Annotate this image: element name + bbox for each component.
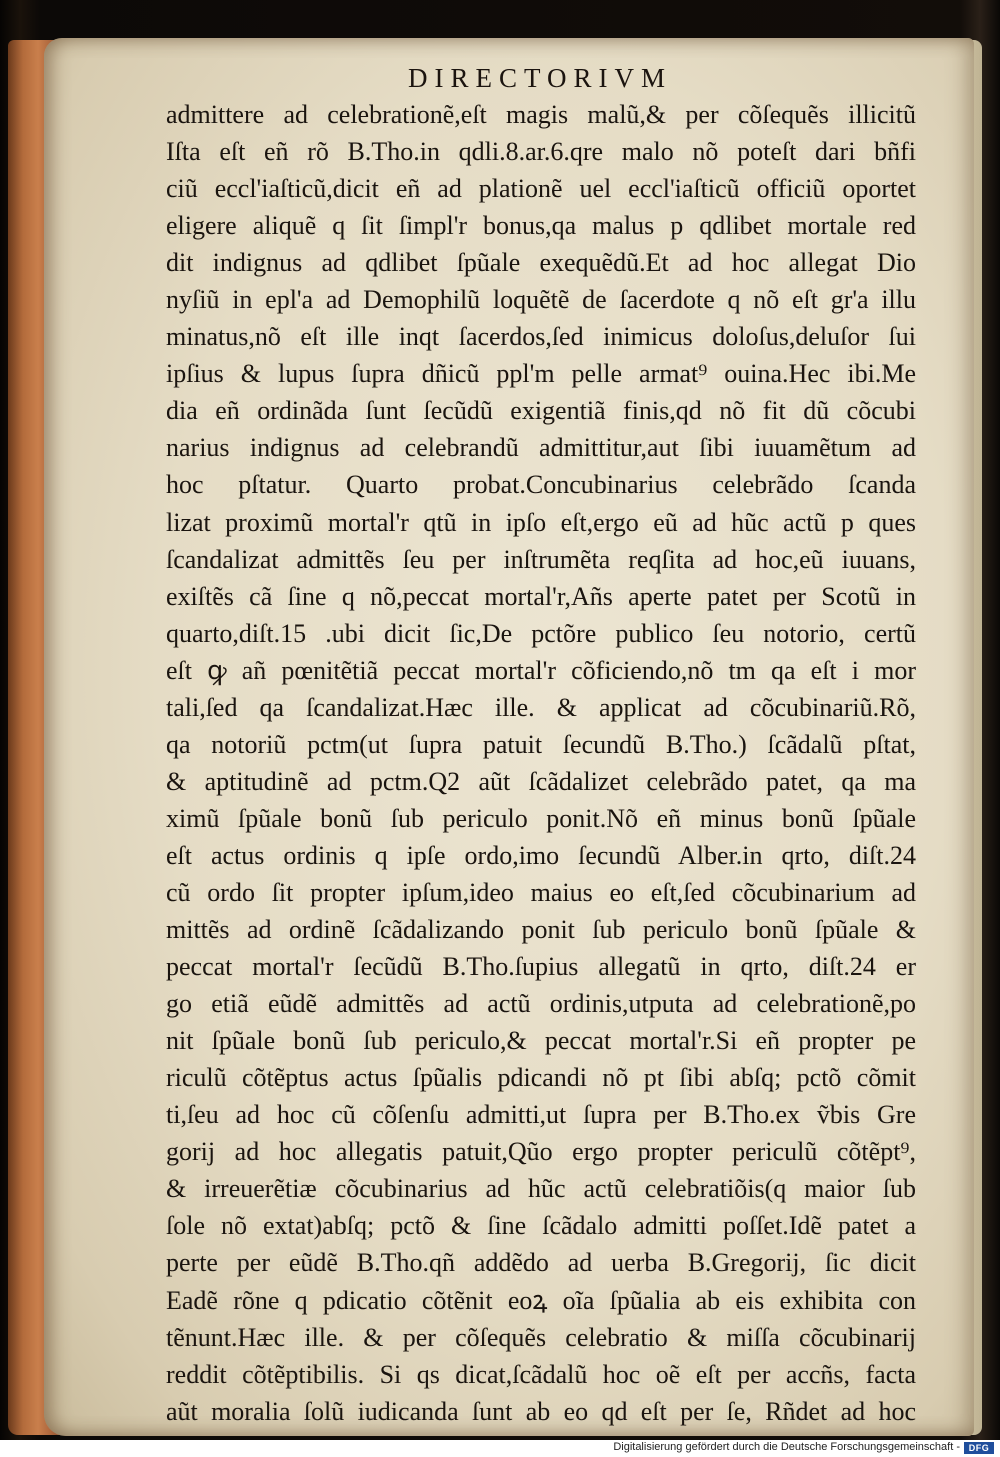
text-line: go etiã eũdẽ admittẽs ad actũ ordinis,utputa ad celebrationẽ,po bbox=[166, 989, 916, 1019]
text-line: ciũ eccl'iaſticũ,dicit eñ ad plationẽ uel eccl'iaſticũ officiũ oportet bbox=[166, 174, 916, 204]
text-line: ximũ ſpũale bonũ ſub periculo ponit.Nõ eñ minus bonũ ſpũale bbox=[166, 803, 916, 833]
text-line: eſt ꝙ añ pœnitẽtiã peccat mortal'r cõficiendo,nõ tm qa eſt i mor bbox=[166, 655, 916, 685]
text-line: nyſiũ in epl'a ad Demophilũ loquẽtẽ de ſacerdote q nõ eſt gr'a illu bbox=[166, 285, 916, 315]
text-line: ti,ſeu ad hoc cũ cõſenſu admitti,ut ſupra per B.Tho.ex ṽbis Gre bbox=[166, 1100, 916, 1130]
text-line: exiſtẽs cã ſine q nõ,peccat mortal'r,Añs aperte patet per Scotũ in bbox=[166, 581, 916, 611]
text-line: reddit cõtẽptibilis. Si qs dicat,ſcãdalũ hoc oẽ eſt per accñs, facta bbox=[166, 1359, 916, 1389]
text-line: qa notoriũ pctm(ut ſupra patuit ſecundũ B.Tho.) ſcãdalũ pſtat, bbox=[166, 729, 916, 759]
text-line: & aptitudinẽ ad pctm.Q2 aũt ſcãdalizet celebrãdo patet, qa ma bbox=[166, 766, 916, 796]
text-line: Eadẽ rõne q pdicatio cõtẽnit eoꝝ oĩa ſpũalia ab eis exhibita con bbox=[166, 1285, 916, 1315]
text-line: Iſta eſt eñ rõ B.Tho.in qdli.8.ar.6.qre malo nõ poteſt dari bñfi bbox=[166, 137, 916, 167]
text-line: minatus,nõ eſt ille inqt ſacerdos,ſed inimicus doloſus,deluſor ſui bbox=[166, 322, 916, 352]
funding-credit: Digitalisierung gefördert durch die Deutsche Forschungsgemeinschaft - bbox=[613, 1441, 960, 1453]
text-line: narius indignus ad celebrandũ admittitur,aut ſibi iuuamẽtum ad bbox=[166, 433, 916, 463]
text-line: quarto,diſt.15 .ubi dicit ſic,De pctõre publico ſeu notorio, certũ bbox=[166, 618, 916, 648]
text-block bbox=[166, 96, 916, 1430]
text-line: cũ ordo ſit propter ipſum,ideo maius eo eſt,ſed cõcubinarium ad bbox=[166, 877, 916, 907]
text-line: peccat mortal'r ſecũdũ B.Tho.ſupius allegatũ in qrto, diſt.24 er bbox=[166, 952, 916, 982]
text-line: eſt actus ordinis q ipſe ordo,imo ſecundũ Alber.in qrto, diſt.24 bbox=[166, 840, 916, 870]
text-line: dit indignus ad qdlibet ſpũale exequẽdũ.Et ad hoc allegat Dio bbox=[166, 248, 916, 278]
text-line: hoc pſtatur. Quarto probat.Concubinarius celebrãdo ſcanda bbox=[166, 470, 916, 500]
text-line: aũt moralia ſolũ iudicanda ſunt ab eo qd eſt per ſe, Rñdet ad hoc bbox=[166, 1396, 916, 1426]
text-line: ipſius & lupus ſupra dñicũ ppl'm pelle armat⁹ ouina.Hec ibi.Me bbox=[166, 359, 916, 389]
text-line: dia eñ ordinãda ſunt ſecũdũ exigentiã finis,qd nõ fit dũ cõcubi bbox=[166, 396, 916, 426]
text-line: mittẽs ad ordinẽ ſcãdalizando ponit ſub periculo bonũ ſpũale & bbox=[166, 915, 916, 945]
text-line: nit ſpũale bonũ ſub periculo,& peccat mortal'r.Si eñ propter pe bbox=[166, 1026, 916, 1056]
text-line: perte per eũdẽ B.Tho.qñ addẽdo ad uerba B.Gregorij, ſic dicit bbox=[166, 1248, 916, 1278]
footer-bar bbox=[0, 1440, 1000, 1457]
running-head: DIRECTORIVM bbox=[407, 63, 672, 93]
text-line: ſcandalizat admittẽs ſeu per inſtrumẽta reqſita ad hoc,eũ iuuans, bbox=[166, 544, 916, 574]
text-line: tẽnunt.Hæc ille. & per cõſequẽs celebratio & miſſa cõcubinarij bbox=[166, 1322, 916, 1352]
text-line: gorij ad hoc allegatis patuit,Qũo ergo propter periculũ cõtẽpt⁹, bbox=[166, 1137, 916, 1167]
text-line: admittere ad celebrationẽ,eſt magis malũ,& per cõſequẽs illicitũ bbox=[166, 100, 916, 129]
text-line: & irreuerẽtiæ cõcubinarius ad hũc actũ celebratiõis(q maior ſub bbox=[166, 1174, 916, 1204]
text-line: tali,ſed qa ſcandalizat.Hæc ille. & applicat ad cõcubinariũ.Rõ, bbox=[166, 692, 916, 722]
text-line: eligere aliquẽ q ſit ſimpl'r bonus,qa malus p qdlibet mortale red bbox=[166, 211, 916, 241]
dfg-logo: DFG bbox=[964, 1442, 994, 1454]
text-line: riculũ cõtẽptus actus ſpũalis pdicandi nõ pt ſibi abſq; pctõ cõmit bbox=[166, 1063, 916, 1093]
text-line: lizat proximũ mortal'r qtũ in ipſo eſt,ergo eũ ad hũc actũ p ques bbox=[166, 507, 916, 537]
text-line: ſole nõ extat)abſq; pctõ & ſine ſcãdalo admitti poſſet.Idẽ patet a bbox=[166, 1211, 916, 1241]
